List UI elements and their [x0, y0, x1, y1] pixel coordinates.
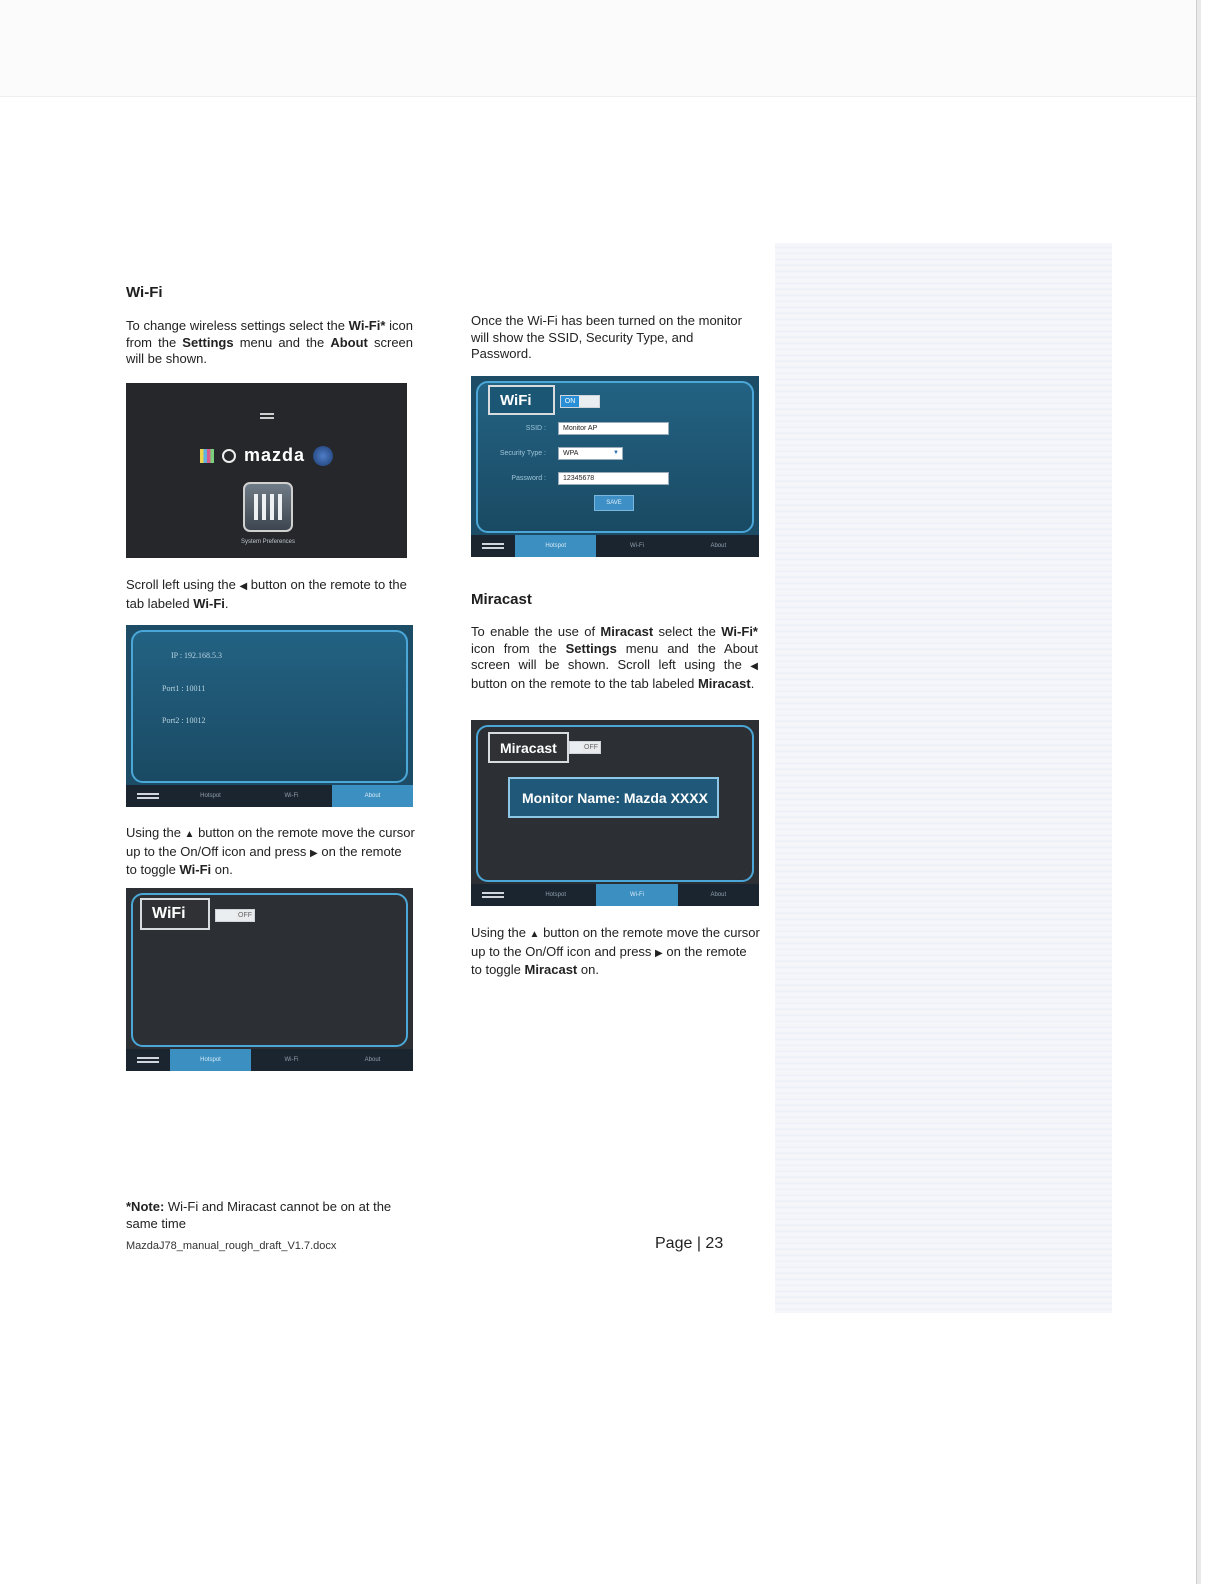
chevron-down-icon: ▼: [613, 450, 619, 456]
tab-about[interactable]: About: [364, 1057, 381, 1063]
tab-bar: [471, 884, 759, 906]
miracast-title: Miracast: [488, 732, 569, 763]
menu-dash-icon: [260, 413, 274, 419]
page-top-band: [0, 0, 1196, 97]
miracast-intro-text: To enable the use of Miracast select the Wi-Fi* icon from the Settings menu and the About screen will be shown. Scroll left using the ◀ button on the remote to the tab labeled Miracast.: [471, 624, 758, 691]
save-button[interactable]: SAVE: [594, 495, 634, 511]
tab-bar: [126, 1049, 413, 1071]
up-arrow-icon: ▲: [529, 929, 540, 940]
tab-wifi[interactable]: Wi-Fi: [284, 793, 299, 799]
color-bars-icon: [200, 449, 214, 463]
wifi-on-screenshot: [471, 376, 759, 557]
wifi-scroll-text: Scroll left using the ◀ button on the remote to the tab labeled Wi-Fi.: [126, 577, 407, 611]
left-arrow-icon: ◀: [750, 661, 758, 672]
miracast-toggle-text: Using the ▲ button on the remote move the cursor up to the On/Off icon and press ▶ on the remote to toggle Miracast on.: [471, 925, 760, 977]
wifi-title: WiFi: [488, 385, 555, 415]
wifi-intro-text: To change wireless settings select the Wi-Fi* icon from the Settings menu and the About screen will be shown.: [126, 318, 414, 366]
menu-icon[interactable]: [126, 785, 170, 807]
scan-shade-panel: [775, 243, 1112, 1313]
miracast-screenshot: [471, 720, 759, 906]
right-arrow-icon: ▶: [310, 847, 318, 859]
tab-wifi[interactable]: Wi-Fi: [284, 1057, 299, 1063]
left-arrow-icon: ◀: [239, 581, 248, 592]
miracast-heading: Miracast: [471, 591, 532, 608]
system-preferences-icon[interactable]: [243, 482, 293, 532]
up-arrow-icon: ▲: [184, 829, 195, 840]
tab-hotspot[interactable]: Hotspot: [170, 1049, 251, 1071]
page-edge: [1196, 0, 1201, 1584]
ssid-label: SSID :: [525, 425, 546, 432]
tab-wifi[interactable]: Wi-Fi: [596, 884, 677, 906]
security-type-label: Security Type :: [499, 450, 546, 457]
mazda-emblem-icon: [222, 449, 236, 463]
ip-address: IP : 192.168.5.3: [171, 651, 223, 660]
footer-note: *Note: Wi-Fi and Miracast cannot be on at the same time: [126, 1199, 392, 1231]
wifi-on-text: Once the Wi-Fi has been turned on the monitor will show the SSID, Security Type, and Password.: [471, 313, 742, 361]
tab-hotspot[interactable]: Hotspot: [545, 892, 566, 898]
mazda-logo: mazda: [200, 445, 333, 466]
password-label: Password :: [511, 475, 546, 482]
system-preferences-label: System Preferences: [240, 539, 296, 545]
port1-value: Port1 : 10011: [162, 684, 206, 693]
home-screen-screenshot: [126, 383, 407, 558]
monitor-name-field[interactable]: Monitor Name: Mazda XXXX: [508, 777, 719, 818]
page-number: Page | 23: [655, 1235, 724, 1252]
security-type-select[interactable]: WPA ▼: [558, 447, 623, 460]
wifi-toggle-text: Using the ▲ button on the remote move the cursor up to the On/Off icon and press ▶ on the remote to toggle Wi-Fi on.: [126, 825, 415, 877]
tab-bar: [126, 785, 413, 807]
wifi-toggle[interactable]: ON: [560, 395, 600, 408]
wifi-off-screenshot: [126, 888, 413, 1071]
tab-about[interactable]: About: [332, 785, 413, 807]
menu-icon[interactable]: [126, 1049, 170, 1071]
tab-bar: [471, 535, 759, 557]
tab-wifi[interactable]: Wi-Fi: [629, 543, 644, 549]
tab-hotspot[interactable]: Hotspot: [515, 535, 596, 557]
miracast-toggle[interactable]: OFF: [569, 741, 601, 754]
wifi-title: WiFi: [140, 898, 210, 930]
document-filename: MazdaJ78_manual_rough_draft_V1.7.docx: [126, 1240, 337, 1252]
tab-about[interactable]: About: [710, 543, 727, 549]
tab-about[interactable]: About: [710, 892, 727, 898]
tab-hotspot[interactable]: Hotspot: [200, 793, 221, 799]
wifi-heading: Wi-Fi: [126, 284, 163, 301]
right-arrow-icon: ▶: [655, 947, 663, 959]
ssid-input[interactable]: Monitor AP: [558, 422, 669, 435]
globe-icon: [313, 446, 333, 466]
about-screen-screenshot: [126, 625, 413, 807]
menu-icon[interactable]: [471, 535, 515, 557]
wifi-toggle[interactable]: OFF: [215, 909, 255, 922]
port2-value: Port2 : 10012: [162, 716, 206, 725]
password-input[interactable]: 12345678: [558, 472, 669, 485]
menu-icon[interactable]: [471, 884, 515, 906]
